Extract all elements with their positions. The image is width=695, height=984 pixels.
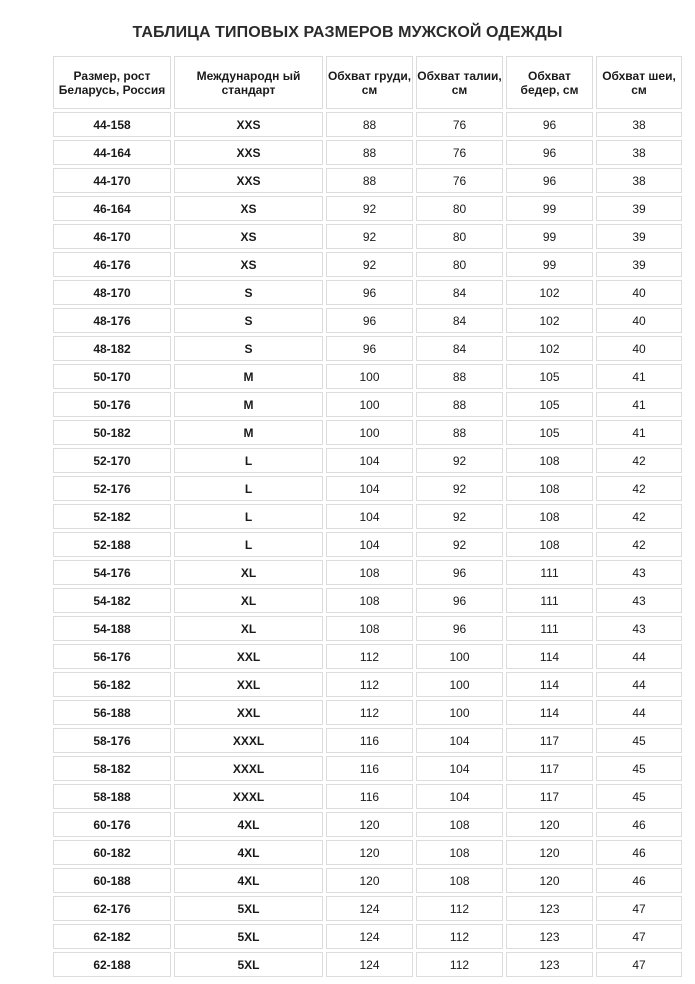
table-row: [53, 168, 682, 193]
size-cell: 60-182: [53, 840, 171, 865]
chest-cell: 124: [326, 896, 413, 921]
table-row: [53, 868, 682, 893]
waist-cell: 84: [416, 336, 503, 361]
chest-cell: 112: [326, 672, 413, 697]
chest-cell: 120: [326, 840, 413, 865]
table-body: [53, 112, 682, 977]
table-row: [53, 756, 682, 781]
waist-cell: 100: [416, 700, 503, 725]
chest-cell: 124: [326, 952, 413, 977]
intl-cell: L: [174, 476, 323, 501]
waist-cell: 92: [416, 476, 503, 501]
size-cell: 50-176: [53, 392, 171, 417]
neck-cell: 44: [596, 700, 682, 725]
neck-cell: 44: [596, 644, 682, 669]
waist-cell: 80: [416, 224, 503, 249]
intl-cell: 5XL: [174, 924, 323, 949]
intl-cell: 5XL: [174, 952, 323, 977]
header-international: Международн ый стандарт: [174, 56, 323, 109]
intl-cell: 4XL: [174, 840, 323, 865]
table-row: [53, 812, 682, 837]
neck-cell: 38: [596, 112, 682, 137]
chest-cell: 108: [326, 588, 413, 613]
neck-cell: 47: [596, 952, 682, 977]
hips-cell: 120: [506, 868, 593, 893]
hips-cell: 102: [506, 336, 593, 361]
intl-cell: XS: [174, 196, 323, 221]
size-cell: 50-170: [53, 364, 171, 389]
size-cell: 44-170: [53, 168, 171, 193]
size-cell: 62-176: [53, 896, 171, 921]
intl-cell: S: [174, 280, 323, 305]
intl-cell: M: [174, 364, 323, 389]
size-cell: 58-182: [53, 756, 171, 781]
hips-cell: 114: [506, 672, 593, 697]
chest-cell: 104: [326, 476, 413, 501]
hips-cell: 111: [506, 588, 593, 613]
size-table: [50, 53, 685, 980]
waist-cell: 84: [416, 308, 503, 333]
table-row: [53, 784, 682, 809]
hips-cell: 120: [506, 812, 593, 837]
chest-cell: 92: [326, 196, 413, 221]
hips-cell: 96: [506, 168, 593, 193]
intl-cell: XS: [174, 224, 323, 249]
waist-cell: 92: [416, 448, 503, 473]
intl-cell: S: [174, 336, 323, 361]
size-cell: 60-188: [53, 868, 171, 893]
chest-cell: 116: [326, 756, 413, 781]
table-row: [53, 112, 682, 137]
waist-cell: 76: [416, 140, 503, 165]
size-cell: 54-176: [53, 560, 171, 585]
intl-cell: L: [174, 448, 323, 473]
waist-cell: 100: [416, 644, 503, 669]
intl-cell: XXL: [174, 672, 323, 697]
waist-cell: 112: [416, 952, 503, 977]
waist-cell: 88: [416, 392, 503, 417]
header-row: [53, 56, 682, 109]
hips-cell: 117: [506, 756, 593, 781]
neck-cell: 39: [596, 224, 682, 249]
waist-cell: 100: [416, 672, 503, 697]
chest-cell: 120: [326, 868, 413, 893]
hips-cell: 96: [506, 112, 593, 137]
neck-cell: 43: [596, 560, 682, 585]
waist-cell: 84: [416, 280, 503, 305]
neck-cell: 40: [596, 308, 682, 333]
hips-cell: 114: [506, 700, 593, 725]
intl-cell: XXL: [174, 644, 323, 669]
neck-cell: 46: [596, 812, 682, 837]
neck-cell: 39: [596, 252, 682, 277]
table-row: [53, 196, 682, 221]
neck-cell: 42: [596, 532, 682, 557]
table-row: [53, 224, 682, 249]
hips-cell: 99: [506, 196, 593, 221]
table-row: [53, 308, 682, 333]
neck-cell: 47: [596, 896, 682, 921]
waist-cell: 96: [416, 616, 503, 641]
table-row: [53, 896, 682, 921]
chest-cell: 108: [326, 616, 413, 641]
chest-cell: 88: [326, 112, 413, 137]
hips-cell: 120: [506, 840, 593, 865]
waist-cell: 96: [416, 560, 503, 585]
hips-cell: 102: [506, 280, 593, 305]
intl-cell: XXL: [174, 700, 323, 725]
waist-cell: 104: [416, 756, 503, 781]
hips-cell: 123: [506, 896, 593, 921]
size-cell: 46-170: [53, 224, 171, 249]
size-cell: 52-170: [53, 448, 171, 473]
header-neck: Обхват шеи, см: [596, 56, 682, 109]
intl-cell: L: [174, 532, 323, 557]
neck-cell: 39: [596, 196, 682, 221]
neck-cell: 38: [596, 140, 682, 165]
table-row: [53, 644, 682, 669]
header-chest: Обхват груди, см: [326, 56, 413, 109]
neck-cell: 41: [596, 392, 682, 417]
chest-cell: 124: [326, 924, 413, 949]
hips-cell: 123: [506, 924, 593, 949]
hips-cell: 114: [506, 644, 593, 669]
hips-cell: 99: [506, 224, 593, 249]
size-cell: 58-176: [53, 728, 171, 753]
intl-cell: M: [174, 420, 323, 445]
size-cell: 58-188: [53, 784, 171, 809]
header-waist: Обхват талии, см: [416, 56, 503, 109]
chest-cell: 96: [326, 336, 413, 361]
table-row: [53, 280, 682, 305]
neck-cell: 43: [596, 616, 682, 641]
chest-cell: 112: [326, 644, 413, 669]
hips-cell: 108: [506, 504, 593, 529]
neck-cell: 46: [596, 840, 682, 865]
neck-cell: 42: [596, 504, 682, 529]
waist-cell: 108: [416, 812, 503, 837]
chest-cell: 100: [326, 392, 413, 417]
table-row: [53, 924, 682, 949]
page-title: ТАБЛИЦА ТИПОВЫХ РАЗМЕРОВ МУЖСКОЙ ОДЕЖДЫ: [132, 24, 563, 41]
waist-cell: 92: [416, 532, 503, 557]
chest-cell: 104: [326, 504, 413, 529]
header-hips: Обхват бедер, см: [506, 56, 593, 109]
intl-cell: M: [174, 392, 323, 417]
intl-cell: XXS: [174, 112, 323, 137]
intl-cell: XXS: [174, 140, 323, 165]
chest-cell: 116: [326, 728, 413, 753]
table-row: [53, 140, 682, 165]
chest-cell: 120: [326, 812, 413, 837]
chest-cell: 100: [326, 420, 413, 445]
table-row: [53, 364, 682, 389]
neck-cell: 45: [596, 756, 682, 781]
intl-cell: 4XL: [174, 812, 323, 837]
table-row: [53, 504, 682, 529]
size-cell: 56-188: [53, 700, 171, 725]
hips-cell: 108: [506, 448, 593, 473]
table-row: [53, 588, 682, 613]
intl-cell: XL: [174, 588, 323, 613]
table-row: [53, 672, 682, 697]
table-row: [53, 252, 682, 277]
hips-cell: 108: [506, 532, 593, 557]
waist-cell: 108: [416, 840, 503, 865]
table-row: [53, 336, 682, 361]
chest-cell: 88: [326, 140, 413, 165]
chest-cell: 92: [326, 252, 413, 277]
waist-cell: 76: [416, 112, 503, 137]
hips-cell: 105: [506, 420, 593, 445]
size-cell: 62-182: [53, 924, 171, 949]
table-row: [53, 532, 682, 557]
intl-cell: XL: [174, 616, 323, 641]
size-cell: 52-188: [53, 532, 171, 557]
waist-cell: 104: [416, 784, 503, 809]
waist-cell: 88: [416, 420, 503, 445]
table-row: [53, 700, 682, 725]
intl-cell: XS: [174, 252, 323, 277]
hips-cell: 111: [506, 616, 593, 641]
neck-cell: 43: [596, 588, 682, 613]
intl-cell: XL: [174, 560, 323, 585]
waist-cell: 108: [416, 868, 503, 893]
hips-cell: 108: [506, 476, 593, 501]
size-cell: 44-164: [53, 140, 171, 165]
table-row: [53, 840, 682, 865]
neck-cell: 45: [596, 784, 682, 809]
table-row: [53, 728, 682, 753]
size-cell: 48-170: [53, 280, 171, 305]
hips-cell: 99: [506, 252, 593, 277]
neck-cell: 40: [596, 280, 682, 305]
table-row: [53, 476, 682, 501]
waist-cell: 112: [416, 924, 503, 949]
waist-cell: 80: [416, 252, 503, 277]
size-cell: 54-188: [53, 616, 171, 641]
chest-cell: 108: [326, 560, 413, 585]
intl-cell: XXS: [174, 168, 323, 193]
intl-cell: XXXL: [174, 728, 323, 753]
hips-cell: 105: [506, 392, 593, 417]
size-cell: 56-182: [53, 672, 171, 697]
neck-cell: 45: [596, 728, 682, 753]
chest-cell: 100: [326, 364, 413, 389]
header-size-height: Размер, рост Беларусь, Россия: [53, 56, 171, 109]
chest-cell: 112: [326, 700, 413, 725]
waist-cell: 92: [416, 504, 503, 529]
neck-cell: 41: [596, 364, 682, 389]
chest-cell: 104: [326, 448, 413, 473]
size-cell: 62-188: [53, 952, 171, 977]
chest-cell: 104: [326, 532, 413, 557]
size-cell: 44-158: [53, 112, 171, 137]
size-cell: 54-182: [53, 588, 171, 613]
waist-cell: 112: [416, 896, 503, 921]
waist-cell: 96: [416, 588, 503, 613]
waist-cell: 76: [416, 168, 503, 193]
intl-cell: XXXL: [174, 784, 323, 809]
hips-cell: 96: [506, 140, 593, 165]
chest-cell: 88: [326, 168, 413, 193]
chest-cell: 116: [326, 784, 413, 809]
size-cell: 56-176: [53, 644, 171, 669]
table-row: [53, 952, 682, 977]
size-cell: 46-164: [53, 196, 171, 221]
neck-cell: 47: [596, 924, 682, 949]
waist-cell: 104: [416, 728, 503, 753]
size-cell: 52-176: [53, 476, 171, 501]
intl-cell: 5XL: [174, 896, 323, 921]
size-cell: 60-176: [53, 812, 171, 837]
hips-cell: 117: [506, 728, 593, 753]
hips-cell: 123: [506, 952, 593, 977]
intl-cell: S: [174, 308, 323, 333]
neck-cell: 41: [596, 420, 682, 445]
intl-cell: 4XL: [174, 868, 323, 893]
table-row: [53, 560, 682, 585]
size-cell: 50-182: [53, 420, 171, 445]
neck-cell: 44: [596, 672, 682, 697]
chest-cell: 92: [326, 224, 413, 249]
size-cell: 48-176: [53, 308, 171, 333]
chest-cell: 96: [326, 280, 413, 305]
size-cell: 46-176: [53, 252, 171, 277]
hips-cell: 105: [506, 364, 593, 389]
intl-cell: L: [174, 504, 323, 529]
waist-cell: 88: [416, 364, 503, 389]
neck-cell: 42: [596, 476, 682, 501]
neck-cell: 46: [596, 868, 682, 893]
size-cell: 48-182: [53, 336, 171, 361]
hips-cell: 102: [506, 308, 593, 333]
hips-cell: 117: [506, 784, 593, 809]
hips-cell: 111: [506, 560, 593, 585]
neck-cell: 42: [596, 448, 682, 473]
neck-cell: 38: [596, 168, 682, 193]
table-row: [53, 392, 682, 417]
intl-cell: XXXL: [174, 756, 323, 781]
table-row: [53, 448, 682, 473]
waist-cell: 80: [416, 196, 503, 221]
size-cell: 52-182: [53, 504, 171, 529]
table-row: [53, 616, 682, 641]
table-row: [53, 420, 682, 445]
neck-cell: 40: [596, 336, 682, 361]
chest-cell: 96: [326, 308, 413, 333]
